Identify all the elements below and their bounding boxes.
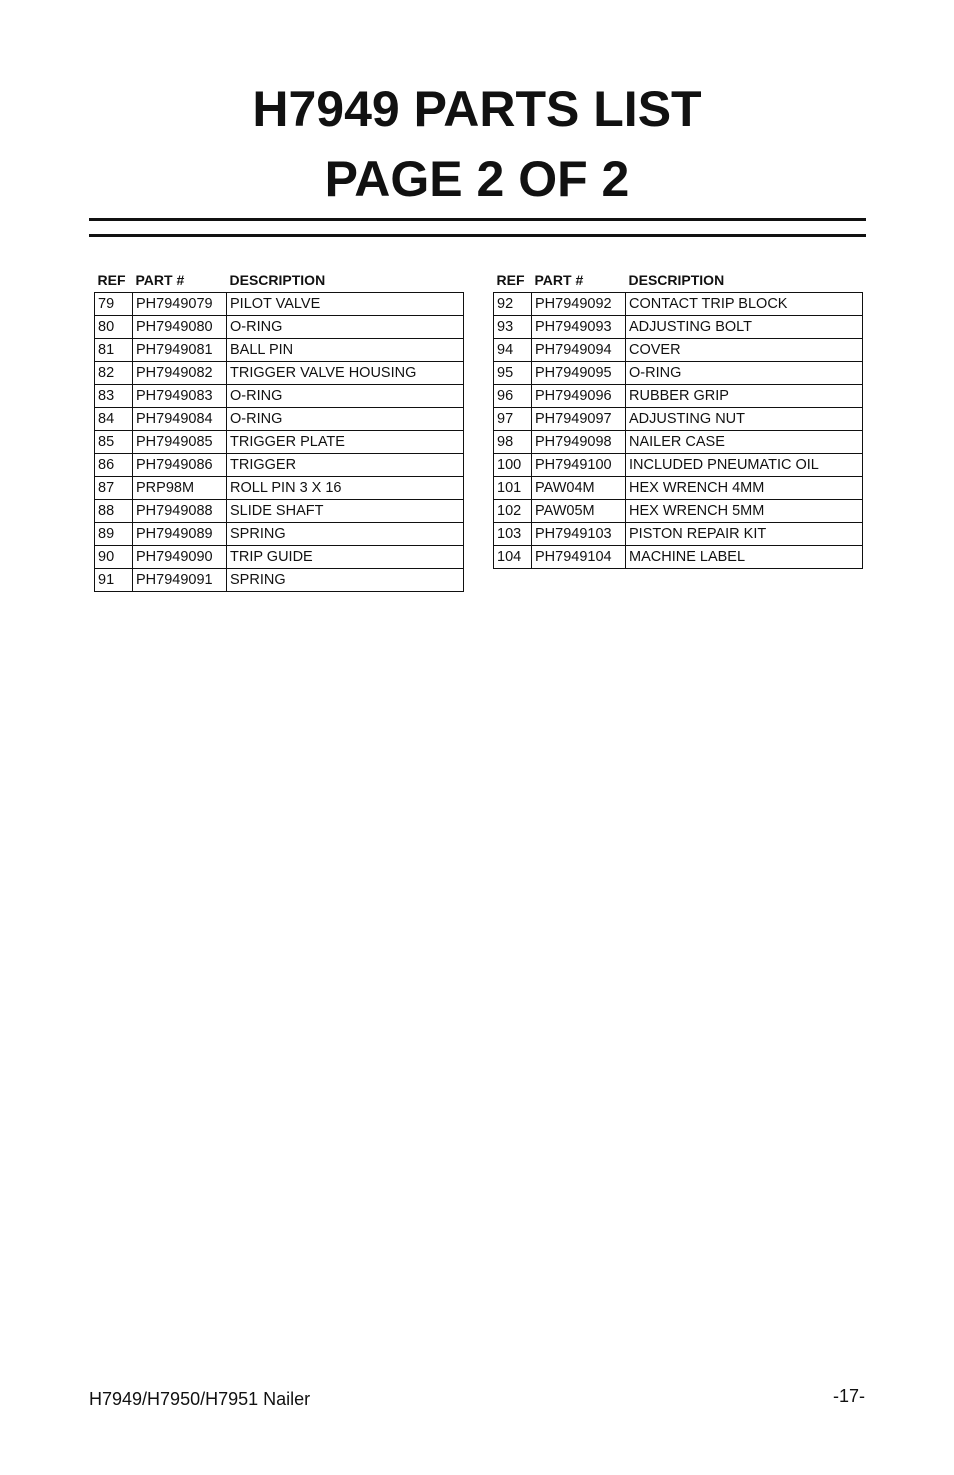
parts-table-right-body bbox=[494, 293, 863, 569]
ref-cell: 96 bbox=[494, 385, 532, 408]
header-part: PART # bbox=[534, 272, 584, 288]
part-number-cell: PH7949080 bbox=[133, 316, 227, 339]
table-row bbox=[494, 477, 863, 500]
ref-cell: 79 bbox=[95, 293, 133, 316]
header-part: PART # bbox=[135, 272, 185, 288]
description-cell: TRIGGER bbox=[227, 454, 464, 477]
table-row bbox=[95, 500, 464, 523]
table-row bbox=[95, 477, 464, 500]
ref-cell: 82 bbox=[95, 362, 133, 385]
part-number-cell: PH7949094 bbox=[532, 339, 626, 362]
part-number-cell: PRP98M bbox=[133, 477, 227, 500]
description-cell: PISTON REPAIR KIT bbox=[626, 523, 863, 546]
description-cell: MACHINE LABEL bbox=[626, 546, 863, 569]
description-cell: BALL PIN bbox=[227, 339, 464, 362]
header-description: DESCRIPTION bbox=[229, 272, 326, 288]
header-ref: REF bbox=[496, 272, 525, 288]
ref-cell: 87 bbox=[95, 477, 133, 500]
table-row bbox=[95, 431, 464, 454]
table-row bbox=[494, 339, 863, 362]
ref-cell: 85 bbox=[95, 431, 133, 454]
part-number-cell: PH7949091 bbox=[133, 569, 227, 592]
table-row bbox=[494, 362, 863, 385]
part-number-cell: PH7949088 bbox=[133, 500, 227, 523]
table-row bbox=[494, 546, 863, 569]
table-row bbox=[95, 339, 464, 362]
footer-model: H7949/H7950/H7951 Nailer bbox=[89, 1389, 311, 1409]
table-row bbox=[95, 362, 464, 385]
part-number-cell: PH7949098 bbox=[532, 431, 626, 454]
ref-cell: 100 bbox=[494, 454, 532, 477]
part-number-cell: PH7949096 bbox=[532, 385, 626, 408]
description-cell: SPRING bbox=[227, 569, 464, 592]
part-number-cell: PH7949082 bbox=[133, 362, 227, 385]
parts-table-left bbox=[94, 268, 464, 592]
ref-cell: 88 bbox=[95, 500, 133, 523]
table-row bbox=[494, 454, 863, 477]
part-number-cell: PH7949089 bbox=[133, 523, 227, 546]
description-cell: RUBBER GRIP bbox=[626, 385, 863, 408]
description-cell: TRIP GUIDE bbox=[227, 546, 464, 569]
ref-cell: 102 bbox=[494, 500, 532, 523]
ref-cell: 93 bbox=[494, 316, 532, 339]
table-row bbox=[494, 385, 863, 408]
description-cell: CONTACT TRIP BLOCK bbox=[626, 293, 863, 316]
ref-cell: 89 bbox=[95, 523, 133, 546]
description-cell: O-RING bbox=[227, 385, 464, 408]
description-cell: HEX WRENCH 4MM bbox=[626, 477, 863, 500]
description-cell: O-RING bbox=[227, 408, 464, 431]
table-row bbox=[95, 523, 464, 546]
part-number-cell: PH7949081 bbox=[133, 339, 227, 362]
title-line-2: PAGE 2 OF 2 bbox=[324, 151, 630, 207]
ref-cell: 80 bbox=[95, 316, 133, 339]
part-number-cell: PH7949083 bbox=[133, 385, 227, 408]
header-description: DESCRIPTION bbox=[628, 272, 725, 288]
part-number-cell: PAW05M bbox=[532, 500, 626, 523]
footer-page-number: -17- bbox=[832, 1386, 865, 1406]
title-line-1: H7949 PARTS LIST bbox=[252, 81, 702, 137]
ref-cell: 90 bbox=[95, 546, 133, 569]
description-cell: ADJUSTING NUT bbox=[626, 408, 863, 431]
ref-cell: 104 bbox=[494, 546, 532, 569]
part-number-cell: PH7949097 bbox=[532, 408, 626, 431]
ref-cell: 94 bbox=[494, 339, 532, 362]
ref-cell: 103 bbox=[494, 523, 532, 546]
table-row bbox=[95, 316, 464, 339]
description-cell: O-RING bbox=[227, 316, 464, 339]
ref-cell: 83 bbox=[95, 385, 133, 408]
description-cell: COVER bbox=[626, 339, 863, 362]
description-cell: SLIDE SHAFT bbox=[227, 500, 464, 523]
part-number-cell: PH7949095 bbox=[532, 362, 626, 385]
parts-table-right bbox=[493, 268, 863, 569]
table-row bbox=[95, 569, 464, 592]
ref-cell: 91 bbox=[95, 569, 133, 592]
ref-cell: 97 bbox=[494, 408, 532, 431]
table-row bbox=[95, 546, 464, 569]
ref-cell: 95 bbox=[494, 362, 532, 385]
description-cell: INCLUDED PNEUMATIC OIL bbox=[626, 454, 863, 477]
table-row bbox=[95, 454, 464, 477]
parts-table-left-body bbox=[95, 293, 464, 592]
part-number-cell: PH7949100 bbox=[532, 454, 626, 477]
part-number-cell: PH7949079 bbox=[133, 293, 227, 316]
part-number-cell: PAW04M bbox=[532, 477, 626, 500]
part-number-cell: PH7949090 bbox=[133, 546, 227, 569]
table-header-row bbox=[95, 268, 464, 293]
description-cell: ADJUSTING BOLT bbox=[626, 316, 863, 339]
description-cell: TRIGGER VALVE HOUSING bbox=[227, 362, 464, 385]
ref-cell: 101 bbox=[494, 477, 532, 500]
table-row bbox=[494, 500, 863, 523]
table-row bbox=[95, 385, 464, 408]
part-number-cell: PH7949104 bbox=[532, 546, 626, 569]
header-ref: REF bbox=[97, 272, 126, 288]
table-row bbox=[494, 431, 863, 454]
divider-rule-top bbox=[89, 218, 866, 221]
description-cell: TRIGGER PLATE bbox=[227, 431, 464, 454]
table-row bbox=[95, 408, 464, 431]
description-cell: ROLL PIN 3 X 16 bbox=[227, 477, 464, 500]
divider-rule-bottom bbox=[89, 234, 866, 237]
part-number-cell: PH7949103 bbox=[532, 523, 626, 546]
description-cell: SPRING bbox=[227, 523, 464, 546]
table-row bbox=[494, 523, 863, 546]
part-number-cell: PH7949093 bbox=[532, 316, 626, 339]
table-row bbox=[494, 293, 863, 316]
ref-cell: 81 bbox=[95, 339, 133, 362]
part-number-cell: PH7949084 bbox=[133, 408, 227, 431]
description-cell: O-RING bbox=[626, 362, 863, 385]
table-row bbox=[494, 316, 863, 339]
part-number-cell: PH7949086 bbox=[133, 454, 227, 477]
table-row bbox=[494, 408, 863, 431]
description-cell: PILOT VALVE bbox=[227, 293, 464, 316]
table-row bbox=[95, 293, 464, 316]
ref-cell: 84 bbox=[95, 408, 133, 431]
part-number-cell: PH7949092 bbox=[532, 293, 626, 316]
ref-cell: 98 bbox=[494, 431, 532, 454]
description-cell: NAILER CASE bbox=[626, 431, 863, 454]
description-cell: HEX WRENCH 5MM bbox=[626, 500, 863, 523]
part-number-cell: PH7949085 bbox=[133, 431, 227, 454]
ref-cell: 92 bbox=[494, 293, 532, 316]
page-title bbox=[0, 74, 954, 214]
ref-cell: 86 bbox=[95, 454, 133, 477]
table-header-row bbox=[494, 268, 863, 293]
